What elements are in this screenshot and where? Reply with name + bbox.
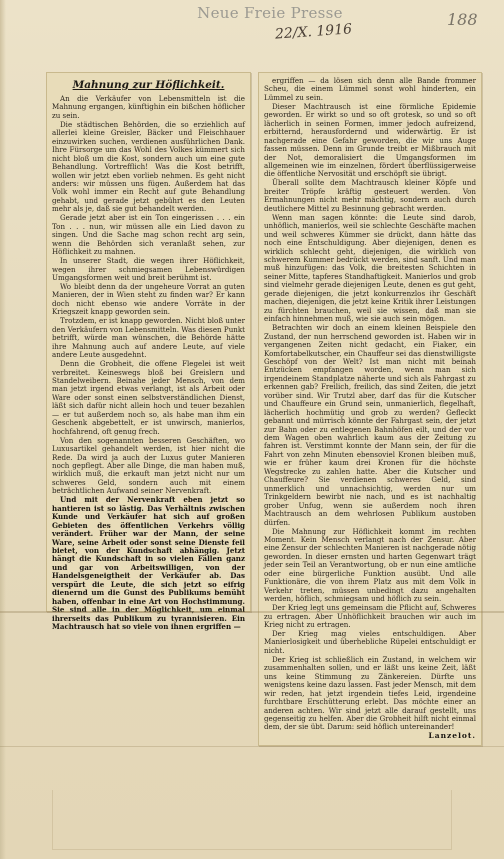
paragraph: Trotzdem, er ist knapp geworden. Nicht bloß unter den Verkäufern von Lebensmitteln. Was diesen Punkt betrifft, würde man wünschen, die Behörde hätte ihre Mahnung auch auf andere Leute, auf viele andere Leute ausgedehnt. (52, 316, 245, 360)
paragraph: Wo bleibt denn da der ungeheure Vorrat an guten Manieren, der in Wien steht zu finden war? Er kann doch nicht ebenso wie andere Vorräte in der Kriegszeit knapp geworden sein. (52, 281, 245, 317)
newspaper-masthead: Neue Freie Presse (197, 4, 343, 22)
paragraph: Denn die Grobheit, die offene Flegelei ist weit verbreitet. Keineswegs bloß bei Greislern und Standelweibern. Beinahe jeder Mensch, von dem man jetzt irgend etwas verlangt, ist als Arbeit oder Ware oder sonst einen selbstverständlichen Dienst, läßt sich dafür nicht allein hoch und teuer bezahlen — er tut außerdem noch so, als habe man ihm ein Geschenk abgebettelt, er ist unwirsch, manierlos, hochfahrend, oft genug frech. (52, 359, 245, 436)
paragraph: An die Verkäufer von Lebensmitteln ist die Mahnung ergangen, künftighin ein bißchen höflicher zu sein. (52, 94, 245, 120)
paragraph: Die Mahnung zur Höflichkeit kommt im rechten Moment. Kein Mensch verlangt nach der Zensur. Aber eine Zensur der schlechten Manieren ist nachgerade nötig geworden. In dieser ernsten und harten Gegenwart trägt jeder sein Teil an Verantwortung, ob er nun eine amtliche oder eine bürgerliche Funktion ausübt. Und alle Funktionäre, die von ihrem Platz aus mit dem Volk in Verkehr treten, müssen unbedingt dazu angehalten werden, höflich, schmiegsam und höflich zu sein. (264, 526, 476, 604)
paragraph: Von den sogenannten besseren Geschäften, wo Luxusartikel gehandelt werden, ist hier nicht die Rede. Da wird ja auch der Luxus guter Manieren noch gepflegt. Aber alle Dinge, die man haben muß, wirklich muß, die erkauft man jetzt nicht nur um schweres Geld, sondern auch mit einem beträchtlichen Aufwand seiner Nervenkraft. (52, 435, 245, 496)
author-signature: Lanzelot. (428, 731, 476, 741)
fold-crease (0, 611, 504, 613)
clipping-left-column (46, 72, 251, 632)
paragraph: Überall sollte dem Machtrausch kleiner Köpfe und breiter Tröpfe kräftig gesteuert werden. Von Ermahnungen nicht mehr mächtig, sondern auch durch deutlichere Mittel zu Besinnung gebracht werden. (264, 178, 476, 213)
paragraph: Und mit der Nervenkraft eben jetzt so hantieren ist so lästig. Das Verhältnis zwischen Kunde und Verkäufer hat sich auf großen Gebieten des öffentlichen Verkehrs völlig verändert. Früher war der Mann, der seine Ware, seine Arbeit oder sonst seine Dienste feil bietet, von der Kundschaft abhängig. Jetzt hängt die Kundschaft in so vielen Fällen ganz und gar von Arbeitswilligen, von der Handelsgeneigtheit der Verkäufer ab. Das verspürt die Leute, die sich jetzt so eifrig dienernd um die Gunst des Publikums bemüht haben, offenbar in eine Art von Hochstimmung. Sie sind alle in der Möglichkeit, um einmal ihrerseits das Publikum zu tyrannisieren. Ein Machtrausch hat so viele von ihnen ergriffen — (52, 495, 245, 632)
paragraph: Der Krieg legt uns gemeinsam die Pflicht auf, Schweres zu ertragen. Aber Unhöflichkeit brauchen wir auch im Krieg nicht zu ertragen. (264, 603, 476, 629)
paragraph: Gerade jetzt aber ist ein Ton eingerissen . . . ein Ton . . . nun, wir müssen alle ein Lied davon zu singen. Und die Sache mag schon recht arg sein, wenn die Behörden sich veranlaßt sehen, zur Höflichkeit zu mahnen. (52, 213, 245, 257)
paragraph: ergriffen — da lösen sich denn alle Bande frommer Scheu, die einem Lümmel sonst wohl hinderten, ein Lümmel zu sein. (264, 76, 476, 102)
paragraph: Betrachten wir doch an einem kleinen Beispiele den Zustand, der nun herrschend geworden ist. Haben wir in vergangenen Zeiten nicht gedacht, ein Fiaker, ein Komfortabelkutscher, ein Chauffeur sei das dienstwilligste Geschöpf von der Welt? Ist man nicht mit beinah Entzücken empfangen worden, wenn man sich irgendeinem Standplatze näherte und sich als Fahrgast zu erkennen gab? Freilich, freilich, das sind Zeiten, die jetzt vorüber sind. Wir Trutzl aber, darf das für die Kutscher und Chauffeure ein Grund sein, unmanierlich, flegelhaft, lächerlich hochmütig und grob zu werden? Gefleckt gebannt und mürrisch könnte der Fahrgast sein, der jetzt zur Bahn oder zu entlegenen Bahnhöfen eilt, und der vor dem Wagen oben wahrlich kaum aus der Zeitung zu fahren ist. Verstimmt konnte der Mann sein, der für die Fahrt von zehn Minuten ebensoviel Kronen bleiben muß, wie er früher kaum drei Kronen für die höchste Wegstrecke zu zahlen hatte. Aber die Kutscher und Chauffeure? Sie verdienen schweres Geld, sind unmerklich und unnachsichtig, werden nur um Trinkgeldern bewirbt nie nach, und es ist nachhaltig grober Unfug, wenn sie außerdem noch ihren Machtrausch an dem wehrlosen Publikum austoben dürfen. (264, 323, 476, 527)
clipping-right-column (258, 72, 482, 746)
paragraph: Dieser Machtrausch ist eine förmliche Epidemie geworden. Er wirkt so und so oft grotesk, so und so oft lächerlich in seinen Formen, immer jedoch aufreizend, erbitternd, herausfordernd und widerwärtig. Er ist nachgerade eine Gefahr geworden, die wir uns Auge fassen müssen. Denn im Grunde treibt er Mißbrauch mit der Not, demoralisiert die Umgangsformen im allgemeinen wie im einzelnen, fördert überflüssigerweise die öffentliche Nervosität und erschöpft sie übrigt. (264, 101, 476, 179)
paragraph: Der Krieg mag vieles entschuldigen. Aber Manierlosigkeit und überhebliche Rüpelei entschuldigt er nicht. (264, 628, 476, 655)
fold-crease (0, 746, 504, 747)
sheet-edge (0, 0, 6, 859)
handwritten-date: 22/X. 1916 (274, 21, 353, 43)
left-column-text (52, 95, 245, 632)
paragraph: Der Krieg ist schließlich ein Zustand, in welchem wir zusammenhalten sollen, und er läßt uns keine Zeit, läßt uns keine Stimmung zu Zänkereien. Dürfte uns wenigstens keine dazu lassen. Fast jeder Mensch, mit dem wir reden, hat jetzt irgendein tiefes Leid, irgendeine furchtbare Erschütterung erlebt. Das möchte einer an anderen achten. Wir sind jetzt alle darauf gestellt, uns gegenseitig zu helfen. Aber die Grobheit hilft nicht einmal dem, der sie übt. Darum: seid höflich untereinander! (264, 654, 476, 732)
handwritten-page-number: 188 (447, 10, 478, 29)
paragraph: Wenn man sagen könnte: die Leute sind darob, unhöflich, manierlos, weil sie schlechte Geschäfte machen und weil schweres Kümmer sie drückt, dann hätte das noch eine Entschuldigung. Aber diejenigen, denen es wirklich schlecht geht, diejenigen, die wirklich von schwerem Kummer bedrückt werden, sind sanft. Und man muß hinzufügen: das Volk, die breitesten Schichten in seiner Mitte, tapferes Standhaftigkeit. Manierlos und grob sind vielmehr gerade diejenigen Leute, denen es gut geht, gerade diejenigen, die jetzt konkurrenzlos ihr Geschäft machen, diejenigen, die jetzt keine Kritik ihrer Leistungen zu fürchten brauchen, weil sie wissen, daß man sie einfach hinnehmen muß, wie sie auch sein mögen. (264, 212, 476, 324)
paper-edge-outline (52, 790, 452, 850)
signature-line (264, 732, 476, 740)
right-column-text (264, 77, 476, 741)
article-headline: Mahnung zur Höflichkeit. (72, 79, 225, 91)
paragraph: Die städtischen Behörden, die so erziehlich auf allerlei kleine Greisler, Bäcker und Fleischhauer einzuwirken suchen, verdienen ausführlichen Dank. Ihre Fürsorge um das Wohl des Volkes kümmert sich nicht bloß um die Kost, sondern auch um eine gute Behandlung. Vortrefflich! Was die Kost betrifft, wollen wir jetzt eben vorlieb nehmen. Es geht nicht anders: wir müssen uns fügen. Außerdem hat das Volk wohl immer ein Recht auf gute Behandlung gehabt, und gerade jetzt gebührt es den Leuten mehr als je, daß sie gut behandelt werden. (52, 119, 245, 214)
paragraph: In unserer Stadt, die wegen ihrer Höflichkeit, wegen ihrer schmiegsamen Lebenswürdigen Umgangsformen weit und breit berühmt ist. (52, 256, 245, 283)
